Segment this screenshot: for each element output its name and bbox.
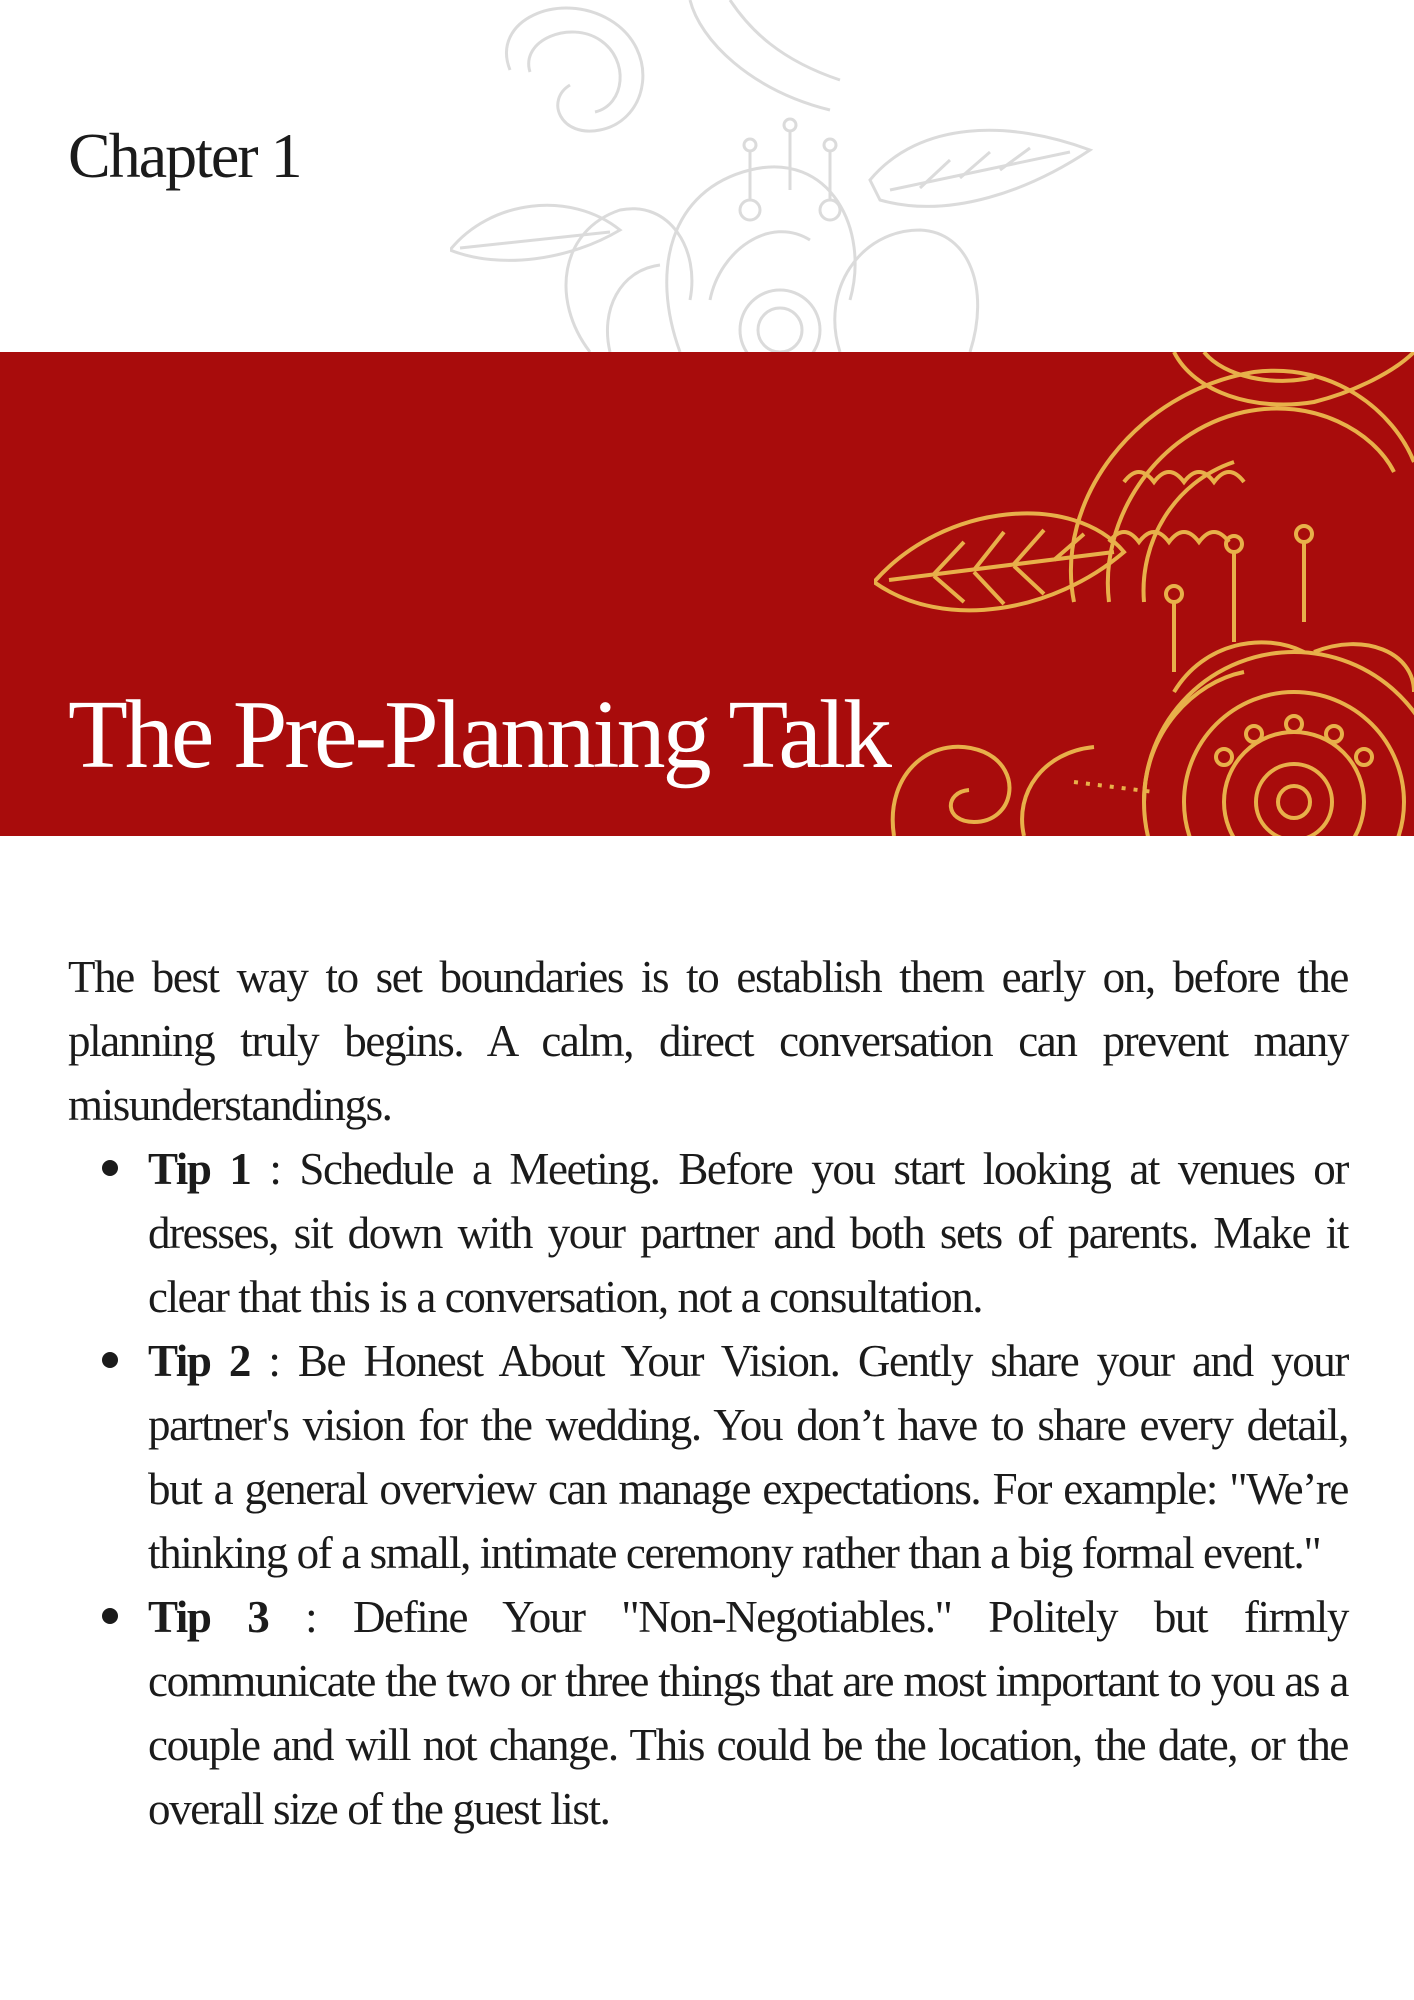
tip-item bbox=[148, 1137, 1348, 1329]
tip-item bbox=[148, 1585, 1348, 1841]
tip-label: Tip 1 bbox=[148, 1144, 251, 1194]
tip-label: Tip 2 bbox=[148, 1336, 251, 1386]
bullet-icon bbox=[102, 1352, 118, 1368]
intro-paragraph: The best way to set boundaries is to establish them early on, before the planning truly begins. A calm, direct conversation can prevent many misunderstandings. bbox=[68, 952, 1348, 1130]
body-content bbox=[68, 945, 1348, 1841]
bullet-icon bbox=[102, 1160, 118, 1176]
bullet-icon bbox=[102, 1608, 118, 1624]
chapter-label: Chapter 1 bbox=[68, 120, 301, 191]
chapter-title: The Pre-Planning Talk bbox=[68, 681, 890, 789]
tip-text: : Schedule a Meeting. Before you start looking at venues or dresses, sit down with your partner and both sets of parents. Make it clear that this is a conversation, not a consultation. bbox=[148, 1144, 1348, 1322]
tip-text: : Be Honest About Your Vision. Gently share your and your partner's vision for the wedding. You don’t have to share every detail, but a general overview can manage expectations. For example: "We’re thinking of a small, intimate ceremony rather than a big formal event." bbox=[148, 1336, 1348, 1578]
tip-text: : Define Your "Non-Negotiables." Politely but firmly communicate the two or three things that are most important to you as a couple and will not change. This could be the location, the date, or the overall size of the guest list. bbox=[148, 1592, 1348, 1834]
tips-list bbox=[68, 1137, 1348, 1841]
mandala-ornament-top bbox=[450, 0, 1110, 352]
tip-label: Tip 3 bbox=[148, 1592, 269, 1642]
gold-mandala-ornament bbox=[874, 352, 1414, 836]
tip-item bbox=[148, 1329, 1348, 1585]
